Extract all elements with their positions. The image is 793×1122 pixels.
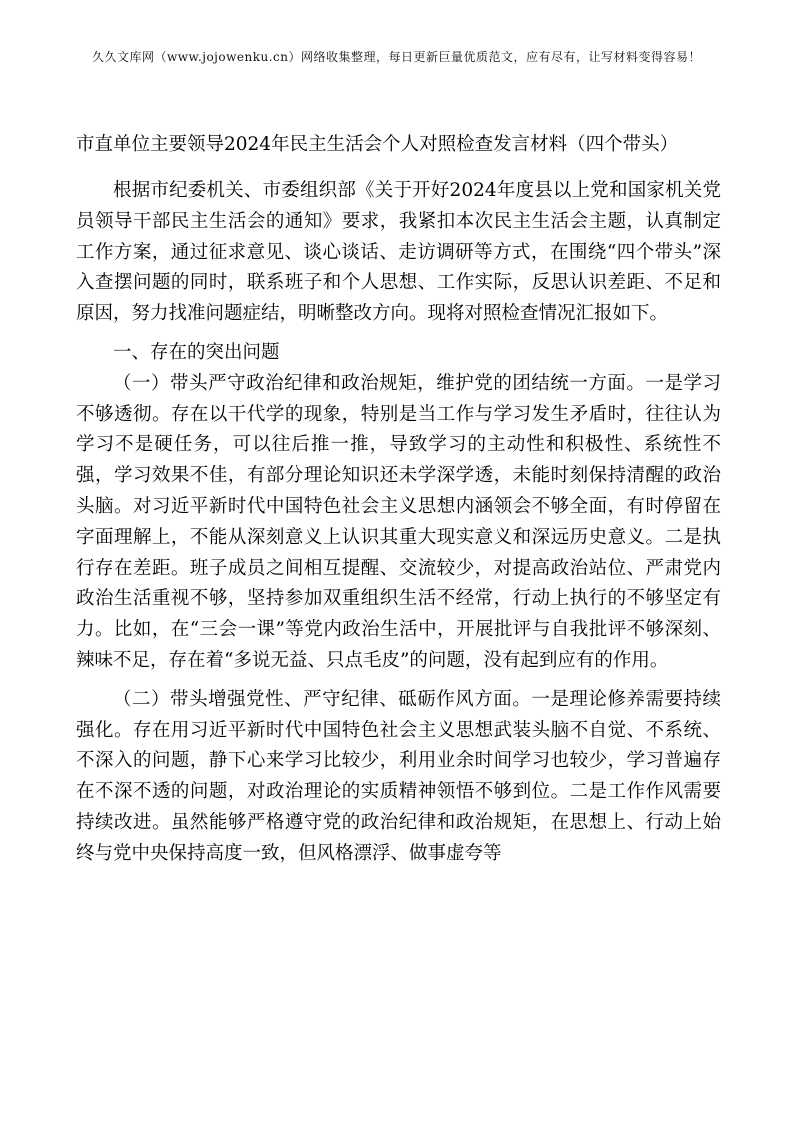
paragraph-item-2: （二）带头增强党性、严守纪律、砥砺作风方面。一是理论修养需要持续强化。存在用习近平新时代中国特色社会主义思想武装头脑不自觉、不系统、不深入的问题，静下心来学习比较少，利用业余时间学习也较少，学习普遍存在不深不透的问题，对政治理论的实质精神领悟不够到位。二是工作作风需要持续改进。虽然能够严格遵守党的政治纪律和政治规矩，在思想上、行动上始终与党中央保持高度一致，但风格漂浮、做事虚夸等 bbox=[76, 688, 721, 864]
header-note: 久久文库网（www.jojowenku.cn）网络收集整理，每日更新巨量优质范文，应有尽有，让写材料变得容易！ bbox=[92, 50, 701, 64]
paragraph-item-1: （一）带头严守政治纪律和政治规矩，维护党的团结统一方面。一是学习不够透彻。存在以干代学的现象，特别是当工作与学习发生矛盾时，往往认为学习不是硬任务，可以往后推一推，导致学习的主动性和积极性、系统性不强，学习效果不佳，有部分理论知识还未学深学透，未能时刻保持清醒的政治头脑。对习近平新时代中国特色社会主义思想内涵领会不够全面，有时停留在字面理解上，不能从深刻意义上认识其重大现实意义和深远历史意义。二是执行存在差距。班子成员之间相互提醒、交流较少，对提高政治站位、严肃党内政治生活重视不够，坚持参加双重组织生活不经常，行动上执行的不够坚定有力。比如，在“三会一课”等党内政治生活中，开展批评与自我批评不够深刻、辣味不足，存在着“多说无益、只点毛皮”的问题，没有起到应有的作用。 bbox=[76, 372, 721, 671]
document-body bbox=[76, 176, 721, 870]
intro-paragraph: 根据市纪委机关、市委组织部《关于开好2024年度县以上党和国家机关党员领导干部民主生活会的通知》要求，我紧扣本次民主生活会主题，认真制定工作方案，通过征求意见、谈心谈话、走访调研等方式，在围绕“四个带头”深入查摆问题的同时，联系班子和个人思想、工作实际，反思认识差距、不足和原因，努力找准问题症结，明晰整改方向。现将对照检查情况汇报如下。 bbox=[76, 180, 721, 325]
document-title: 市直单位主要领导2024年民主生活会个人对照检查发言材料（四个带头） bbox=[76, 134, 679, 155]
section-heading: 一、存在的突出问题 bbox=[113, 341, 280, 363]
